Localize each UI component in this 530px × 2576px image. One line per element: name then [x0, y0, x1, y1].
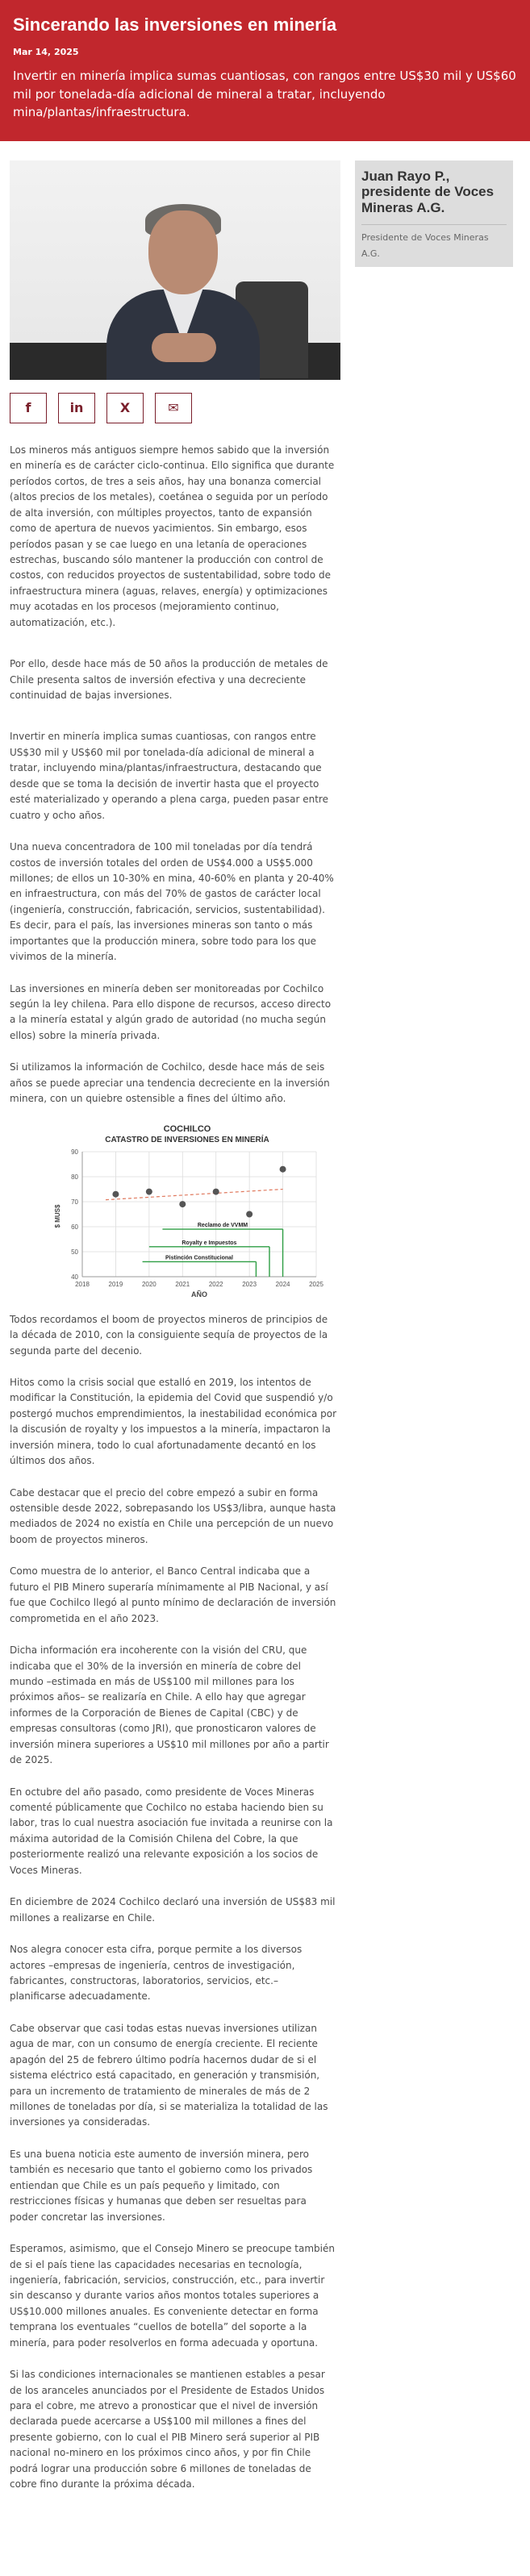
y-tick-label: 50 — [71, 1248, 78, 1256]
paragraph: Esperamos, asimismo, que el Consejo Minero se preocupe también de si el país tiene las capacidades necesarias en tecnología, ingeniería, fabricación, servicios, construcción, etc., para invertir sin descanso y durante varios años montos totales superiores a US$10.000 millones anuales. Es conveniente detectar en forma temprana los eventuales “cuellos de botella” del soporte a la minería, para poder resolverlos en forma adecuada y oportuna. — [10, 2243, 335, 2349]
email-icon: ✉ — [168, 400, 179, 416]
y-tick-label: 80 — [71, 1173, 78, 1181]
share-bar — [0, 380, 530, 423]
email-share-button[interactable] — [155, 393, 192, 423]
data-point — [179, 1201, 186, 1207]
paragraph: Invertir en minería implica sumas cuantiosas, con rangos entre US$30 mil y US$60 mil por tonelada-día adicional de mineral a tratar, incluyendo mina/plantas/infraestructura, destacando que desde que se toma la decisión de invertir hasta que el proyecto esté materializado y operando a plena carga, pueden pasar entre cuatro y ocho años. — [10, 731, 328, 821]
author-card — [355, 160, 513, 267]
data-point — [280, 1165, 286, 1172]
chart-annotations — [143, 1223, 283, 1277]
article-date: Mar 14, 2025 — [13, 47, 79, 58]
y-tick-label: 60 — [71, 1223, 78, 1231]
paragraph: Cabe destacar que el precio del cobre empezó a subir en forma ostensible desde 2022, sobrepasando los US$3/libra, aunque hasta mediados de 2024 no existía en Chile una percepción de un nuevo boom de proyectos mineros. — [10, 1486, 336, 1545]
annotation-label: Reclamo de VVMM — [197, 1222, 248, 1228]
x-tick-label: 2018 — [75, 1280, 90, 1288]
y-tick-label: 40 — [71, 1273, 78, 1281]
data-point — [246, 1211, 252, 1217]
linkedin-share-button[interactable] — [58, 393, 95, 423]
paragraph: En octubre del año pasado, como presidente de Voces Mineras comenté públicamente que Cochilco no estaba haciendo bien su labor, tras lo cual nuestra asociación fue invitada a reunirse con la máxima autoridad de la Comisión Chilena del Cobre, la que posteriormente realizó una relevante exposición a los socios de Voces Mineras. — [10, 1786, 333, 1876]
author-name[interactable]: Juan Rayo P., presidente de Voces Mineras A.G. — [361, 168, 495, 215]
chart-svg — [50, 1123, 324, 1301]
x-tick-label: 2022 — [208, 1280, 223, 1288]
paragraph: Cabe observar que casi todas estas nuevas inversiones utilizan agua de mar, con un consumo de energía creciente. El reciente apagón del 25 de febrero último podría hacernos dudar de si el sistema eléctrico está capacitado, en generación y transmisión, para un incremento de tratamiento de minerales de más de 2 millones de toneladas por día, si se materializa la totalidad de las inversiones ya consideradas. — [10, 2022, 328, 2128]
author-divider — [361, 224, 507, 225]
author-photo — [10, 160, 340, 380]
chart-y-label: $ MUS$ — [54, 1204, 61, 1228]
linkedin-icon: in — [69, 400, 84, 416]
paragraph: Por ello, desde hace más de 50 años la producción de metales de Chile presenta saltos de inversión efectiva y una decreciente continuidad de bajas inversiones. — [10, 658, 328, 702]
chart-trendline — [106, 1189, 283, 1199]
data-point — [213, 1188, 219, 1194]
photo-person-hands — [152, 333, 216, 362]
x-tick-label: 2024 — [275, 1280, 290, 1288]
x-share-button[interactable] — [106, 393, 144, 423]
paragraph: Como muestra de lo anterior, el Banco Central indicaba que a futuro el PIB Minero superaría mínimamente al PIB Nacional, y así fue que Cochilco llegó al punto mínimo de declaración de inversión comprometida en el año 2023. — [10, 1565, 336, 1624]
photo-column — [10, 160, 340, 380]
photo-person-head — [148, 210, 218, 294]
paragraph: Si las condiciones internacionales se mantienen estables a pesar de los aranceles anunciados por el Presidente de Estados Unidos para el cobre, me atrevo a pronosticar que el nivel de inversión declarada puede acercarse a US$100 mil millones a fines del presente gobierno, con lo cual el PIB Minero será superior al PIB nacional no-minero en los próximos cinco años, y por fin Chile podrá lograr una producción sobre 6 millones de toneladas de cobre fino durante la próxima década. — [10, 2369, 325, 2491]
article-lead: Invertir en minería implica sumas cuantiosas, con rangos entre US$30 mil y US$60 mil por tonelada-día adicional de mineral a tratar, incluyendo mina/plantas/infraestructura. — [13, 69, 516, 120]
facebook-icon: f — [25, 400, 31, 416]
paragraph: Una nueva concentradora de 100 mil toneladas por día tendrá costos de inversión totales del orden de US$4.000 a US$5.000 millones; de ellos un 10-30% en mina, 40-60% en planta y 20-40% en infraestructura, con más del 70% de gastos de carácter local (ingeniería, construcción, fabricación, servicios, sustentabilidad). Es decir, para el país, las inversiones mineras son tanto o más importantes que la producción minera, sobre todo para los que vivimos de la minería. — [10, 841, 334, 963]
annotation-label: Royalty e Impuestos — [182, 1240, 237, 1246]
paragraph: Los mineros más antiguos siempre hemos sabido que la inversión en minería es de carácter ciclo-continua. Ello significa que durante períodos cortos, de tres a seis años, hay una bonanza comercial (altos precios de los metales), coetánea o seguida por un período de alta inversión, con múltiples proyectos, tanto de expansión como de apertura de nuevos yacimientos. Sin embargo, esos períodos pasan y se cae luego en una letanía de operaciones estrechas, buscando sólo mantener la producción con control de costos, con reducidos proyectos de sustentabilidad, sobre todo de infraestructura minera (aguas, relaves, energía) y optimizaciones muy acotadas en los procesos (mejoramiento continuo, automatización, etc.). — [10, 444, 335, 628]
chart-x-label: AÑO — [191, 1290, 207, 1298]
chart-subtitle: CATASTRO DE INVERSIONES EN MINERÍA — [105, 1135, 269, 1144]
x-tick-label: 2020 — [141, 1280, 156, 1288]
data-point — [112, 1190, 119, 1197]
paragraph: Todos recordamos el boom de proyectos mineros de principios de la década de 2010, con la consiguiente sequía de proyectos de la segunda parte del decenio. — [10, 1313, 328, 1357]
y-tick-label: 70 — [71, 1198, 78, 1206]
x-icon: X — [119, 400, 131, 416]
author-role: Presidente de Voces Mineras A.G. — [361, 231, 489, 260]
annotation-label: Pistinción Constitucional — [165, 1255, 234, 1261]
paragraph: Nos alegra conocer esta cifra, porque permite a los diversos actores –empresas de ingeniería, centros de investigación, fabricantes, constructoras, laboratorios, servicios, etc.– planificarse adecuadamente. — [10, 1944, 303, 2003]
chart-title: COCHILCO — [163, 1123, 211, 1134]
x-tick-label: 2025 — [309, 1280, 323, 1288]
x-tick-label: 2019 — [108, 1280, 123, 1288]
chart-points — [112, 1165, 286, 1217]
paragraph: Si utilizamos la información de Cochilco, desde hace más de seis años se puede apreciar una tendencia decreciente en la inversión minera, con un quiebre ostensible a fines del último año. — [10, 1061, 330, 1105]
paragraph: Es una buena noticia este aumento de inversión minera, pero también es necesario que tanto el gobierno como los privados entiendan que Chile es un país pequeño y limitado, con restricciones físicas y humanas que deben ser resueltas para poder concretar las inversiones. — [10, 2148, 313, 2223]
trend-line — [106, 1189, 283, 1199]
investment-chart — [50, 1123, 324, 1301]
article-body — [0, 423, 347, 2493]
y-tick-label: 90 — [71, 1148, 78, 1156]
paragraph: En diciembre de 2024 Cochilco declaró una inversión de US$83 mil millones a realizarse en Chile. — [10, 1896, 336, 1924]
article-top — [0, 141, 530, 380]
paragraph: Hitos como la crisis social que estalló en 2019, los intentos de modificar la Constitución, la epidemia del Covid que suspendió y/o postergó muchos emprendimientos, la inestabilidad económica por la discusión de royalty y los impuestos a la minería, impactaron la inversión minera, todo lo cual afortunadamente decantó en los últimos dos años. — [10, 1376, 337, 1467]
facebook-share-button[interactable] — [10, 393, 47, 423]
x-tick-label: 2023 — [242, 1280, 257, 1288]
paragraph: Las inversiones en minería deben ser monitoreadas por Cochilco según la ley chilena. Para ello dispone de recursos, acceso directo a la minería estatal y algún grado de autoridad (no mucha según ellos) sobre la minería privada. — [10, 982, 332, 1041]
x-tick-label: 2021 — [175, 1280, 190, 1288]
article-header — [0, 0, 530, 141]
article-title: Sincerando las inversiones en minería — [13, 15, 337, 35]
paragraph: Dicha información era incoherente con la visión del CRU, que indicaba que el 30% de la inversión en minería de cobre del mundo –estimada en más de US$100 mil millones para los próximos años– se realizaría en Chile. A ello hay que agregar informes de la Corporación de Bienes de Capital (CBC) y de empresas consultoras (como JRI), que pronosticaron valores de inversión minera superiores a US$10 mil millones por año a partir de 2025. — [10, 1644, 329, 1766]
data-point — [146, 1188, 152, 1194]
